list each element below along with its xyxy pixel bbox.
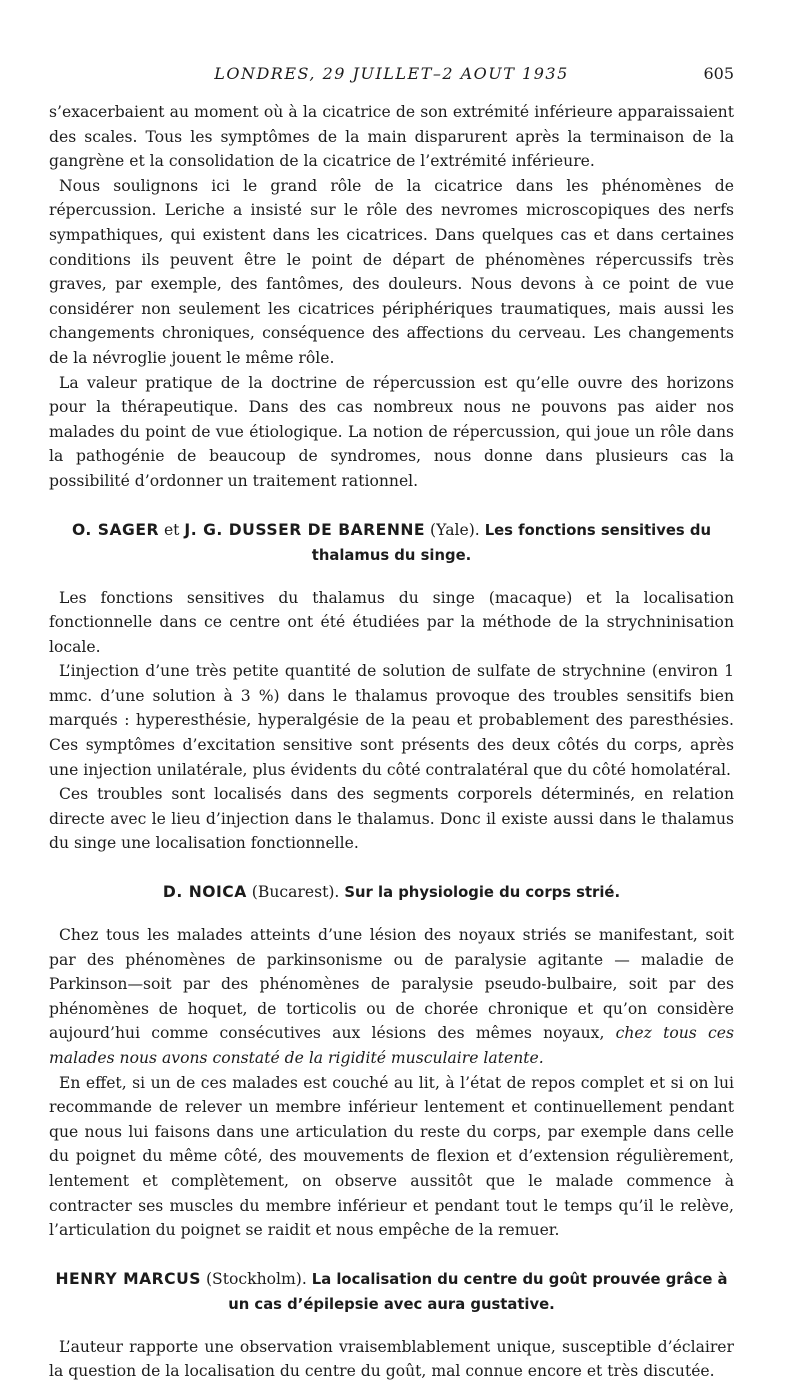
section-author: HENRY MARCUS — [55, 1269, 202, 1288]
section-place: (Yale). — [425, 520, 485, 539]
intro-paragraph-1: s’exacerbaient au moment où à la cicatrice de son extrémité inférieure apparaissaient des scales. Tous les symptômes de la main disparurent après la terminaison de la gangrène et la consolidation de la cicatrice de l’extrémité inférieure. — [49, 103, 734, 171]
page-number: 605 — [703, 64, 734, 83]
noica-paragraph-1-text: Chez tous les malades atteints d’une lésion des noyaux striés se manifestant, soit par des phénomènes de parkinsonisme ou de paralysie agitante — maladie de Parkinson—soit par des phénomènes de paralysie pseudo-bulbaire, soit par des phénomènes de hoquet, de torticolis ou de chorée chronique et qu’on considère aujourd’hui comme consécutives aux lésions des mêmes noyaux, — [49, 926, 734, 1043]
section-author-2: J. G. DUSSER DE BARENNE — [184, 520, 426, 539]
section-place: (Bucarest). — [246, 883, 345, 902]
sager-paragraph-3: Ces troubles sont localisés dans des segments corporels déterminés, en relation directe avec le lieu d’injection dans le thalamus. Donc il existe aussi dans le thalamus du singe une localisation fonctionnelle. — [49, 785, 734, 853]
section-title: Les fonctions sensitives du thalamus du singe. — [311, 521, 712, 564]
section-title: La localisation du centre du goût prouvée grâce à un cas d’épilepsie avec aura gustative. — [228, 1270, 728, 1313]
section-author: O. SAGER — [71, 520, 159, 539]
section-heading-noica — [49, 880, 734, 905]
page-body — [49, 100, 734, 1384]
running-title: LONDRES, 29 JUILLET–2 AOUT 1935 — [214, 64, 569, 83]
section-place: (Stockholm). — [201, 1269, 312, 1288]
noica-paragraph-1-italic: chez tous ces malades nous avons constaté de la rigidité musculaire latente. — [49, 1024, 734, 1067]
marcus-paragraph-1: L’auteur rapporte une observation vraisemblablement unique, susceptible d’éclairer la question de la localisation du centre du goût, mal connue encore et très discutée. — [49, 1337, 734, 1381]
section-author: D. NOICA — [162, 883, 247, 902]
page-header — [49, 64, 734, 88]
section-title: Sur la physiologie du corps strié. — [344, 884, 621, 902]
section-heading-sager — [49, 518, 734, 568]
intro-paragraph-2: Nous soulignons ici le grand rôle de la cicatrice dans les phénomènes de répercussion. Leriche a insisté sur le rôle des nevromes microscopiques des nerfs sympathiques, qui existent dans les cicatrices. Dans quelques cas et dans certaines conditions ils peuvent être le point de départ de phénomènes répercussifs très graves, par exemple, des fantômes, des douleurs. Nous devons à ce point de vue considérer non seulement les cicatrices périphériques traumatiques, mais aussi les changements chroniques, conséquence des affections du cerveau. Les changements de la névroglie jouent le même rôle. — [49, 176, 734, 367]
section-heading-marcus — [49, 1267, 734, 1317]
intro-paragraph-3: La valeur pratique de la doctrine de répercussion est qu’elle ouvre des horizons pour la thérapeutique. Dans des cas nombreux nous ne pouvons pas aider nos malades du point de vue étiologique. La notion de répercussion, qui joue un rôle dans la pathogénie de beaucoup de syndromes, nous donne dans plusieurs cas la possibilité d’ordonner un traitement rationnel. — [49, 373, 734, 490]
noica-paragraph-2: En effet, si un de ces malades est couché au lit, à l’état de repos complet et si on lui recommande de relever un membre inférieur lentement et continuellement pendant que nous lui faisons dans une articulation du reste du corps, par exemple dans celle du poignet du même côté, des mouvements de flexion et d’extension régulièrement, lentement et complètement, on observe aussitôt que le malade commence à contracter ses muscles du membre inférieur et pendant tout le temps qu’il le relève, l’articulation du poignet se raidit et nous empêche de la remuer. — [49, 1073, 734, 1240]
noica-paragraph-1 — [49, 923, 734, 1071]
sager-paragraph-1: Les fonctions sensitives du thalamus du singe (macaque) et la localisation fonctionnelle dans ce centre ont été étudiées par la méthode de la strychninisation locale. — [49, 588, 734, 656]
sager-paragraph-2: L’injection d’une très petite quantité de solution de sulfate de strychnine (environ 1 mmc. d’une solution à 3 %) dans le thalamus provoque des troubles sensitifs bien marqués : hyperesthésie, hyperalgésie de la peau et probablement des paresthésies. Ces symptômes d’excitation sensitive sont présents des deux côtés du corps, après une injection unilatérale, plus évidents du côté contralatéral que du côté homolatéral. — [49, 662, 734, 779]
section-connector: et — [159, 520, 185, 539]
